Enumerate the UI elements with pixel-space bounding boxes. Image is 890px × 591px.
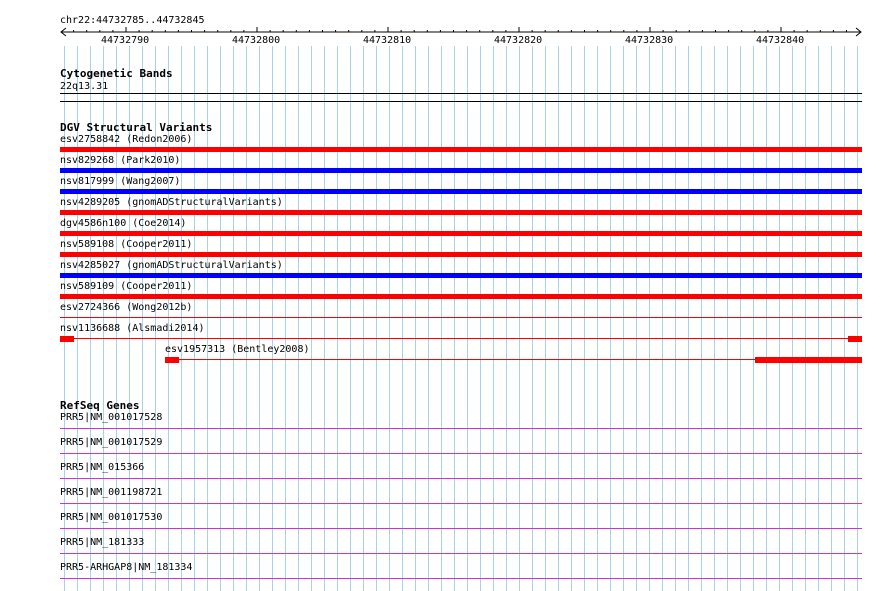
gene-intron-line	[60, 528, 862, 529]
gene-intron-line	[60, 428, 862, 429]
gene-label[interactable]: PRR5|NM_001017529	[60, 437, 163, 448]
gene-intron-line	[60, 503, 862, 504]
variant-block-gain	[755, 357, 862, 363]
ruler-tick-label: 44732800	[232, 35, 281, 46]
cytoband-track	[60, 93, 862, 94]
variant-bar-gain	[60, 294, 862, 299]
variant-label[interactable]: nsv589109 (Cooper2011)	[60, 281, 193, 292]
cytoband-title: Cytogenetic Bands	[60, 67, 173, 80]
ruler-axis	[55, 27, 867, 41]
ruler-tick-label: 44732830	[625, 35, 674, 46]
variant-label[interactable]: esv1957313 (Bentley2008)	[165, 344, 310, 355]
cytoband-label: 22q13.31	[60, 81, 109, 92]
gene-intron-line	[60, 553, 862, 554]
variant-bar-loss	[60, 189, 862, 194]
variant-bar-gain	[60, 231, 862, 236]
variant-bar-gain	[60, 252, 862, 257]
variant-label[interactable]: nsv1136688 (Alsmadi2014)	[60, 323, 205, 334]
gene-intron-line	[60, 578, 862, 579]
variant-block-gain	[848, 336, 862, 342]
location-label: chr22:44732785..44732845	[60, 15, 205, 26]
gene-label[interactable]: PRR5|NM_181333	[60, 537, 145, 548]
track-divider	[60, 101, 862, 102]
variant-bar-loss	[60, 273, 862, 278]
variant-bar-loss	[60, 168, 862, 173]
refseq-title: RefSeq Genes	[60, 399, 140, 412]
ruler-tick-label: 44732790	[101, 35, 150, 46]
variant-label[interactable]: nsv589108 (Cooper2011)	[60, 239, 193, 250]
ruler-tick-label: 44732840	[756, 35, 805, 46]
variant-line-gain	[60, 317, 862, 318]
gene-intron-line	[60, 478, 862, 479]
variant-bar-gain	[60, 147, 862, 152]
gene-label[interactable]: PRR5|NM_001198721	[60, 487, 163, 498]
variant-line-gain	[60, 338, 862, 339]
variant-label[interactable]: nsv829268 (Park2010)	[60, 155, 181, 166]
dgv-title: DGV Structural Variants	[60, 121, 213, 134]
variant-label[interactable]: nsv817999 (Wang2007)	[60, 176, 181, 187]
variant-label[interactable]: nsv4285027 (gnomADStructuralVariants)	[60, 260, 283, 271]
variant-block-gain	[165, 357, 179, 363]
gene-intron-line	[60, 453, 862, 454]
variant-label[interactable]: esv2758842 (Redon2006)	[60, 134, 193, 145]
variant-bar-gain	[60, 210, 862, 215]
variant-block-gain	[60, 336, 74, 342]
gene-label[interactable]: PRR5|NM_015366	[60, 462, 145, 473]
gene-label[interactable]: PRR5|NM_001017528	[60, 412, 163, 423]
ruler-tick-label: 44732810	[363, 35, 412, 46]
gene-label[interactable]: PRR5-ARHGAP8|NM_181334	[60, 562, 193, 573]
gene-label[interactable]: PRR5|NM_001017530	[60, 512, 163, 523]
variant-label[interactable]: nsv4289205 (gnomADStructuralVariants)	[60, 197, 283, 208]
ruler-tick-label: 44732820	[494, 35, 543, 46]
variant-label[interactable]: dgv4586n100 (Coe2014)	[60, 218, 187, 229]
variant-label[interactable]: esv2724366 (Wong2012b)	[60, 302, 193, 313]
